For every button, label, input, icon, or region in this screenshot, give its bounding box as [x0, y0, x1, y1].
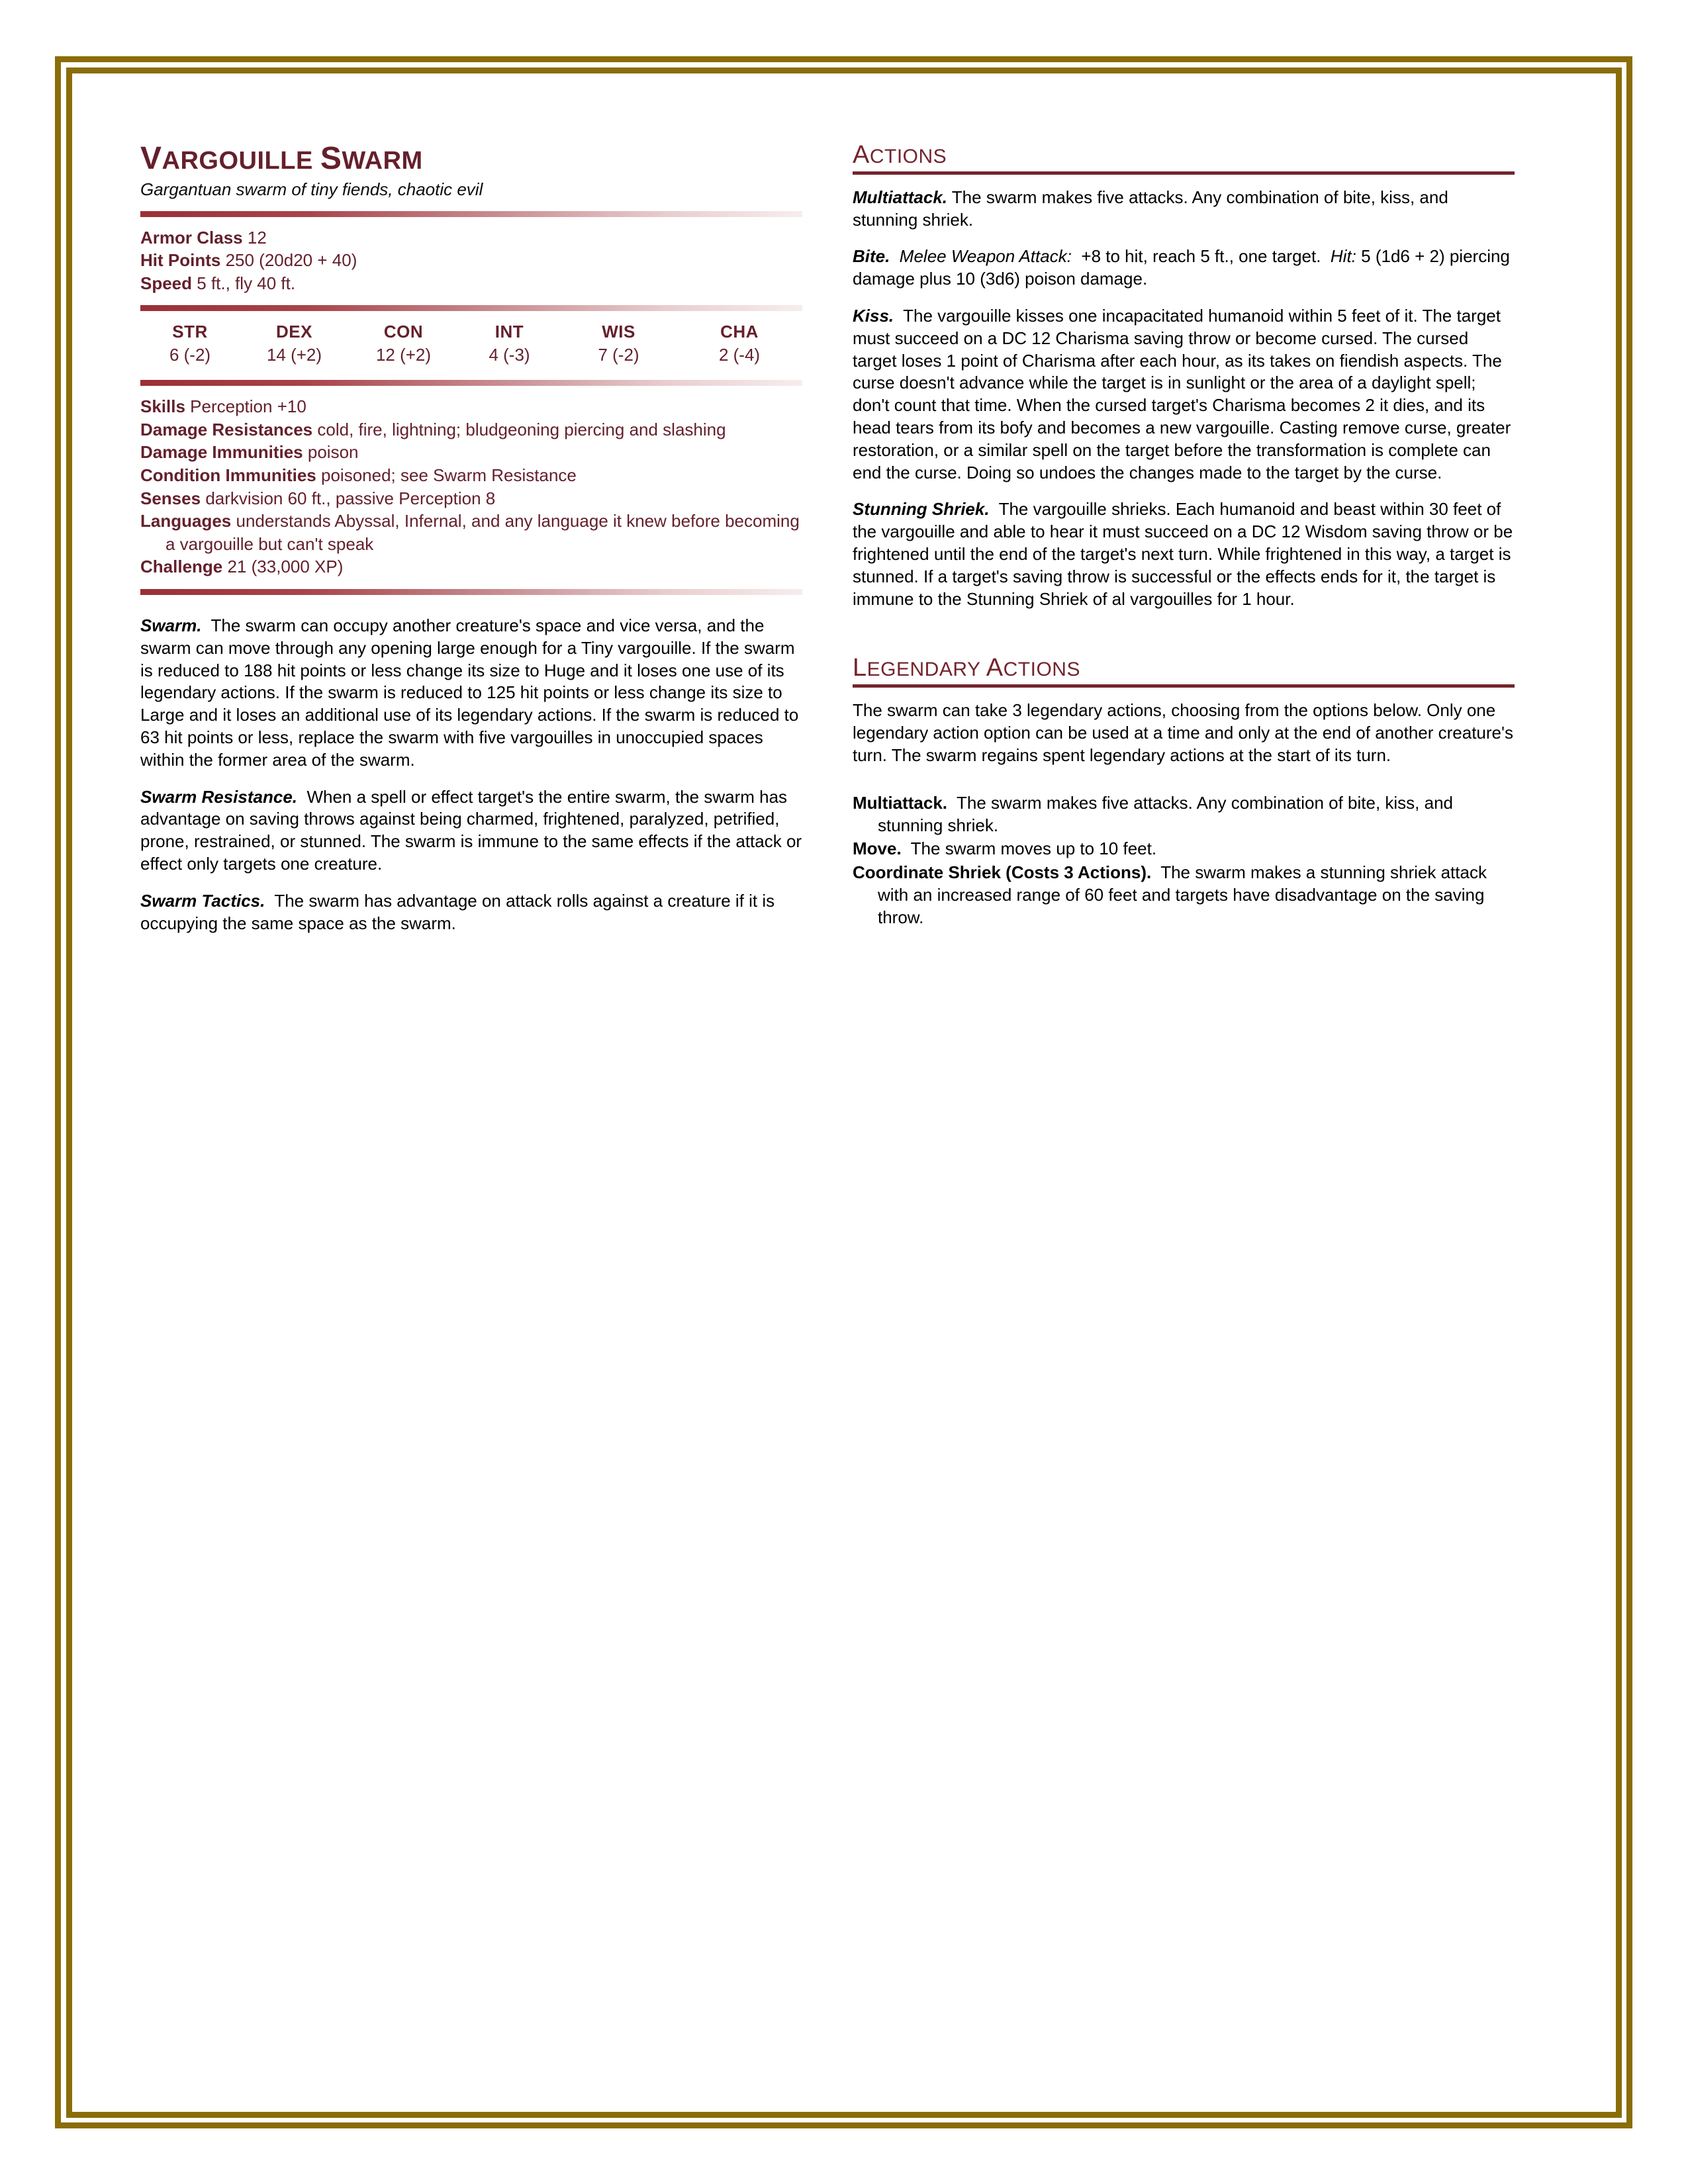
creature-name-smallcaps2: WARM — [342, 147, 423, 175]
legendary-action-move — [853, 838, 1515, 860]
left-column — [140, 142, 802, 949]
divider-rule-abilities-bottom — [140, 380, 802, 386]
legendary-action-coordinate-shriek-text: The swarm makes a stunning shriek attack with an increased range of 60 feet and targets have disadvantage on the saving throw. — [878, 862, 1487, 927]
attribute-list — [140, 395, 802, 578]
legendary-action-coordinate-shriek — [853, 862, 1515, 929]
ability-value-con: 12 (+2) — [375, 345, 432, 365]
action-kiss — [853, 305, 1515, 484]
trait-swarm-tactics-text: The swarm has advantage on attack rolls against a creature if it is occupying the same space as the swarm. — [140, 890, 775, 933]
trait-swarm-tactics — [140, 890, 802, 935]
attribute-label-skills: Skills — [140, 396, 185, 417]
actions-heading-cap: A — [853, 141, 870, 169]
ability-value-int: 4 (-3) — [489, 345, 530, 365]
section-spacer — [853, 625, 1515, 655]
trait-swarm-resistance — [140, 786, 802, 876]
actions-heading-smallcaps: CTIONS — [869, 146, 947, 167]
trait-swarm-text: The swarm can occupy another creature's space and vice versa, and the swarm can move through any opening large enough for a Tiny vargouille. If the swarm is reduced to 188 hit points or less change its size to Huge and it loses one use of its legendary actions. If the swarm is reduced to 125 hit points or less change its size to Large and it loses an additional use of its legendary actions. If the swarm is reduced to 63 hit points or less, replace the swarm with five vargouilles in unoccupied spaces within the former area of the swarm. — [140, 615, 799, 770]
trait-swarm — [140, 615, 802, 772]
trait-swarm-name: Swarm. — [140, 615, 202, 635]
section-heading-actions — [853, 142, 1515, 170]
speed-label: Speed — [140, 273, 193, 293]
divider-rule-top — [140, 211, 802, 217]
hit-points-label: Hit Points — [140, 250, 221, 271]
armor-class-row — [140, 226, 802, 250]
action-bite-name: Bite. — [853, 246, 890, 267]
right-column — [853, 142, 1515, 931]
attribute-label-senses: Senses — [140, 488, 201, 508]
attribute-label-challenge: Challenge — [140, 557, 223, 577]
ability-header-row — [140, 320, 802, 343]
attribute-value-damage-immunities: poison — [307, 442, 359, 463]
divider-rule-traits — [140, 589, 802, 595]
ability-value-dex: 14 (+2) — [266, 345, 322, 365]
action-kiss-text: The vargouille kisses one incapacitated humanoid within 5 feet of it. The target must succeed on a DC 12 Charisma saving throw or become cursed. The cursed target loses 1 point of Charisma after each hour, as its takes on fiendish aspects. The curse doesn't advance while the target is in sunlight or the area of a daylight spell; don't count that time. When the cursed target's Charisma becomes 2 it dies, and its head tears from its bofy and becomes a new vargouille. Casting remove curse, greater restoration, or a similar spell on the target before the transformation is complete can end the curse. Doing so undoes the changes made to the target by the curse. — [853, 306, 1511, 482]
legendary-heading-smallcaps2: CTIONS — [1003, 659, 1080, 681]
action-multiattack-text: The swarm makes five attacks. Any combination of bite, kiss, and stunning shriek. — [853, 187, 1448, 230]
section-heading-legendary-actions — [853, 655, 1515, 683]
attribute-value-senses: darkvision 60 ft., passive Perception 8 — [205, 488, 496, 508]
attribute-value-challenge: 21 (33,000 XP) — [227, 557, 344, 577]
ability-score-table — [140, 320, 802, 369]
creature-name-cap: V — [140, 141, 162, 176]
attribute-row-senses — [140, 487, 802, 510]
creature-name — [140, 142, 802, 175]
creature-name-cap2: S — [320, 141, 342, 176]
legendary-heading-smallcaps: EGENDARY — [867, 659, 986, 681]
speed-row — [140, 272, 802, 295]
attribute-row-condition-immunities — [140, 464, 802, 487]
attribute-label-condition-immunities: Condition Immunities — [140, 465, 316, 486]
action-bite-attack-text: +8 to hit, reach 5 ft., one target. — [1081, 246, 1321, 267]
hit-points-value: 250 (20d20 + 40) — [225, 250, 357, 271]
section-heading-rule-actions — [853, 171, 1515, 175]
legendary-action-coordinate-shriek-name: Coordinate Shriek (Costs 3 Actions). — [853, 862, 1152, 883]
action-multiattack — [853, 187, 1515, 232]
action-multiattack-name: Multiattack. — [853, 187, 948, 207]
attribute-row-challenge — [140, 555, 802, 578]
action-bite — [853, 246, 1515, 291]
attribute-value-languages: understands Abyssal, Infernal, and any language it knew before becoming a vargouille but can't speak — [165, 511, 800, 554]
ability-value-cha: 2 (-4) — [718, 345, 761, 365]
section-heading-rule-legendary — [853, 684, 1515, 688]
ability-value-row — [140, 343, 802, 369]
action-stunning-shriek-text: The vargouille shrieks. Each humanoid and beast within 30 feet of the vargouille and able to hear it must succeed on a DC 12 Wisdom saving throw or be frightened until the end of the target's next turn. While frightened in this way, a target is stunned. If a target's saving throw is successful or the effects ends for it, the target is immune to the Stunning Shriek of al vargouilles for 1 hour. — [853, 499, 1513, 609]
trait-swarm-resistance-text: When a spell or effect target's the entire swarm, the swarm has advantage on saving throws against being charmed, frightened, paralyzed, petrified, prone, restrained, or stunned. The swarm is immune to the same effects if the attack or effect only targets one creature. — [140, 786, 802, 874]
legendary-action-multiattack-name: Multiattack. — [853, 792, 948, 813]
action-bite-hit-label: Hit: — [1330, 246, 1356, 267]
legendary-heading-cap: L — [853, 654, 867, 682]
legendary-action-move-text: The swarm moves up to 10 feet. — [910, 839, 1157, 859]
legendary-action-move-name: Move. — [853, 839, 902, 859]
action-bite-attack-label: Melee Weapon Attack: — [899, 246, 1072, 267]
attribute-row-damage-resistances — [140, 418, 802, 441]
attribute-label-damage-immunities: Damage Immunities — [140, 442, 303, 463]
ability-header-con: CON — [383, 322, 424, 342]
hit-points-row — [140, 249, 802, 272]
ability-value-str: 6 (-2) — [169, 345, 211, 365]
attribute-label-damage-resistances: Damage Resistances — [140, 419, 313, 439]
ability-header-int: INT — [494, 322, 524, 342]
action-kiss-name: Kiss. — [853, 306, 894, 326]
armor-class-value: 12 — [247, 227, 267, 248]
legendary-action-multiattack — [853, 792, 1515, 837]
creature-type-line: Gargantuan swarm of tiny fiends, chaotic evil — [140, 179, 483, 200]
action-bite-hit-text: 5 (1d6 + 2) piercing damage plus 10 (3d6) poison damage. — [853, 246, 1510, 289]
attribute-value-skills: Perception +10 — [190, 396, 306, 417]
traits-block — [140, 615, 802, 934]
speed-value: 5 ft., fly 40 ft. — [197, 273, 296, 293]
creature-name-smallcaps: ARGOUILLE — [162, 147, 320, 175]
ability-value-wis: 7 (-2) — [598, 345, 639, 365]
action-stunning-shriek — [853, 498, 1515, 610]
armor-class-label: Armor Class — [140, 227, 243, 248]
trait-swarm-tactics-name: Swarm Tactics. — [140, 890, 265, 911]
ability-header-wis: WIS — [602, 322, 635, 342]
attribute-row-damage-immunities — [140, 441, 802, 464]
ability-header-cha: CHA — [720, 322, 759, 342]
trait-swarm-resistance-name: Swarm Resistance. — [140, 786, 298, 807]
attribute-row-skills — [140, 395, 802, 418]
legendary-action-multiattack-text: The swarm makes five attacks. Any combination of bite, kiss, and stunning shriek. — [878, 792, 1454, 835]
ability-header-str: STR — [172, 322, 208, 342]
legendary-actions-intro: The swarm can take 3 legendary actions, choosing from the options below. Only one legendary action option can be used at a time and only at the end of another creature's turn. The swarm regains spent legendary actions at the start of its turn. — [853, 700, 1513, 765]
attribute-value-damage-resistances: cold, fire, lightning; bludgeoning piercing and slashing — [317, 419, 726, 439]
legendary-heading-cap2: A — [986, 654, 1004, 682]
action-stunning-shriek-name: Stunning Shriek. — [853, 499, 990, 520]
attribute-row-languages — [140, 510, 802, 555]
attribute-label-languages: Languages — [140, 511, 232, 531]
ability-header-dex: DEX — [276, 322, 312, 342]
divider-rule-abilities-top — [140, 305, 802, 311]
attribute-value-condition-immunities: poisoned; see Swarm Resistance — [321, 465, 577, 486]
